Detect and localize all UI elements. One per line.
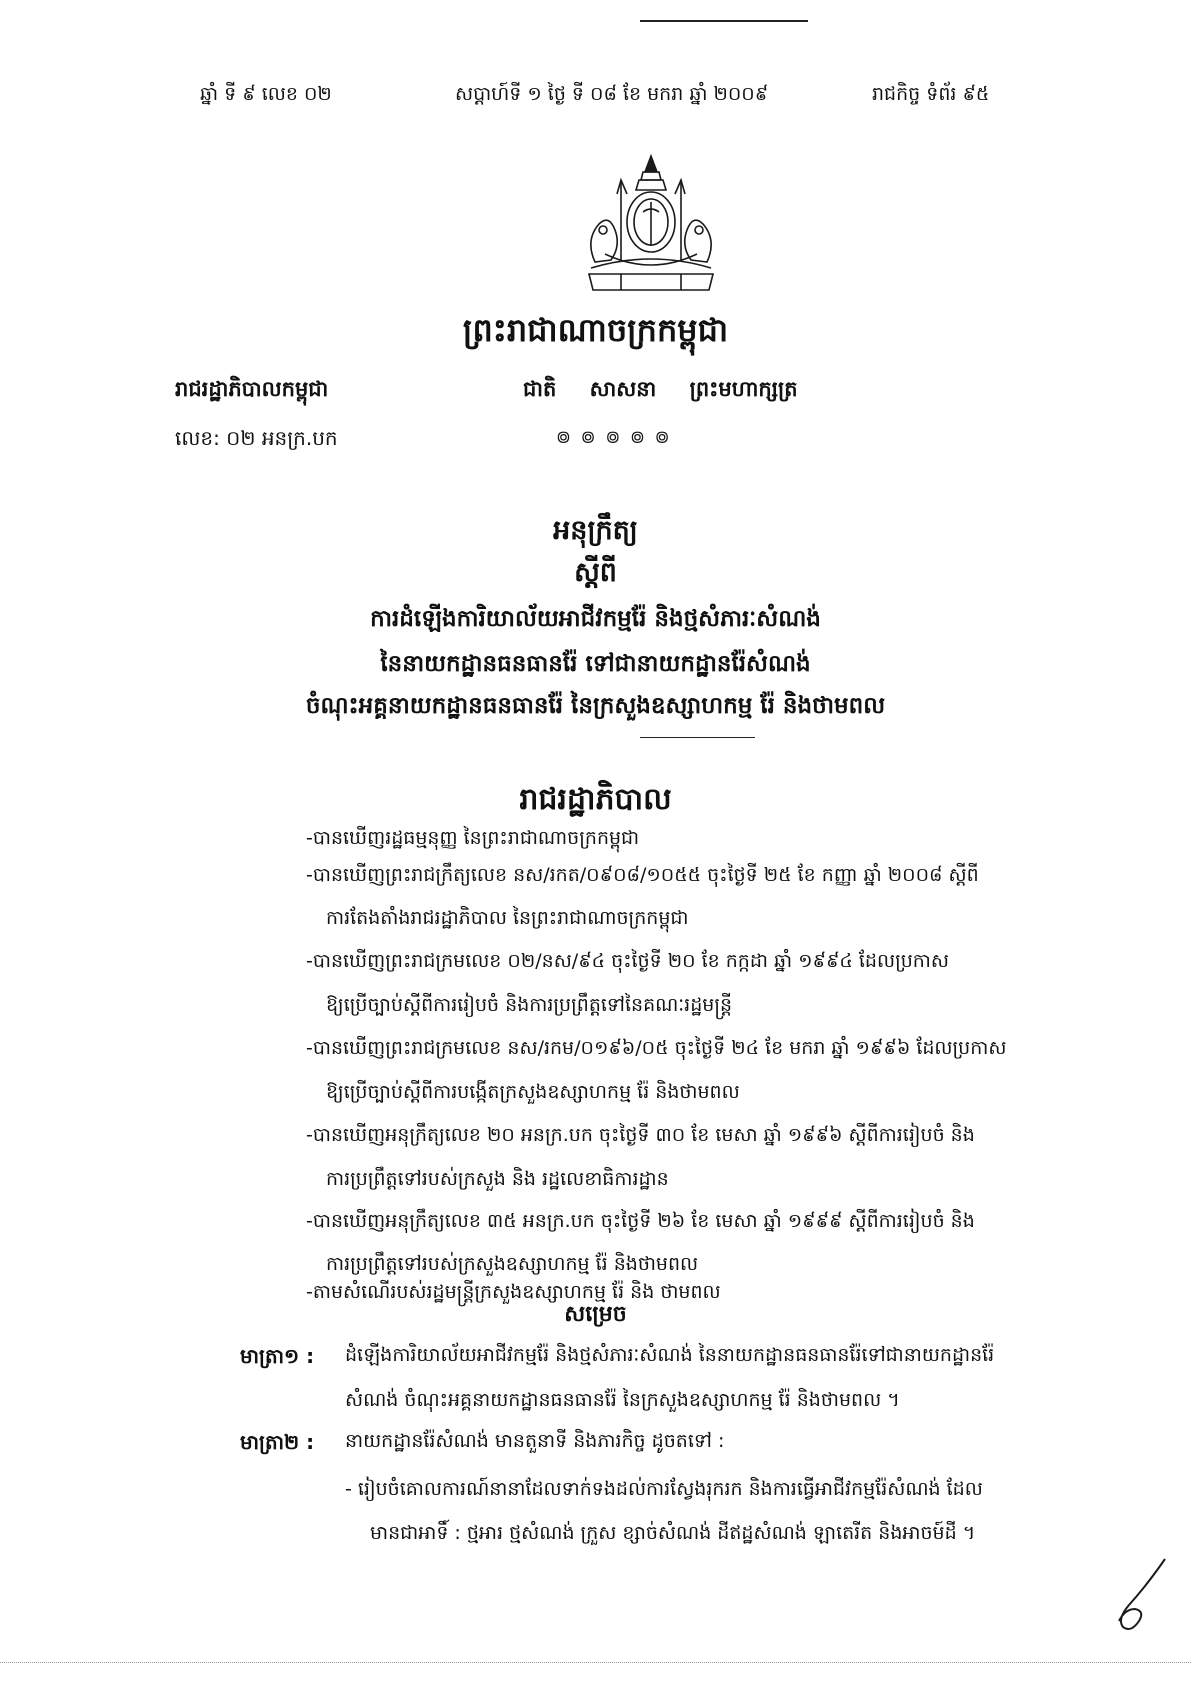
decides-heading: សម្រេច	[564, 1302, 627, 1327]
article-2-line: នាយកដ្ឋានរ៉ែសំណង់ មានតួនាទី និងភារកិច្ច ដូចតទៅ :	[345, 1430, 725, 1452]
gazette-date: សប្តាហ៍ទី ១ ថ្ងៃ ទី ០៨ ខែ មករា ឆ្នាំ ២០០៩	[455, 83, 769, 105]
preamble-line: ការប្រព្រឹត្តទៅរបស់ក្រសួងឧស្សាហកម្ម រ៉ែ និងថាមពល	[326, 1253, 699, 1275]
kingdom-name: ព្រះរាជាណាចក្រកម្ពុជា	[462, 311, 729, 349]
royal-coat-of-arms-icon	[565, 150, 737, 302]
government-heading: រាជរដ្ឋាភិបាល	[519, 782, 672, 817]
ornament-divider: ៙ ៙ ៙ ៙ ៙	[556, 427, 672, 448]
top-rule	[640, 20, 808, 22]
article-1-line: ដំឡើងការិយាល័យអាជីវកម្មរ៉ែ និងថ្មសំភារៈសំណង់ នៃនាយកដ្ឋានធនធានរ៉ែទៅជានាយកដ្ឋានរ៉ែ	[345, 1344, 995, 1366]
national-motto: ជាតិ សាសនា ព្រះមហាក្សត្រ	[523, 377, 798, 401]
article-2-line: មានជាអាទិ៍ : ថ្មអារ ថ្មសំណង់ ក្រួស ខ្សាច់សំណង់ ដីឥដ្ឋសំណង់ ឡាតេរីត និងអាចម៍ដី ។	[370, 1522, 976, 1544]
title-subject-line-3: ចំណុះអគ្គនាយកដ្ឋានធនធានរ៉ែ នៃក្រសួងឧស្សាហកម្ម រ៉ែ និងថាមពល	[305, 693, 886, 719]
preamble-line: -បានឃើញព្រះរាជក្រមលេខ នស/រកម/០១៩៦/០៥ ចុះថ្ងៃទី ២៤ ខែ មករា ឆ្នាំ ១៩៩៦ ដែលប្រកាស	[306, 1037, 1007, 1059]
preamble-line: -បានឃើញរដ្ឋធម្មនុញ្ញ នៃព្រះរាជាណាចក្រកម្ពុជា	[306, 827, 640, 849]
gazette-page: រាជកិច្ច ទំព័រ ៩៥	[872, 83, 990, 105]
article-2-line: - រៀបចំគោលការណ៍នានាដែលទាក់ទងដល់ការស្វែងរុករក និងការធ្វើអាជីវកម្មរ៉ែសំណង់ ដែល	[345, 1478, 983, 1500]
preamble-line: -បានឃើញព្រះរាជក្រមលេខ ០២/នស/៩៤ ចុះថ្ងៃទី ២០ ខែ កក្កដា ឆ្នាំ ១៩៩៤ ដែលប្រកាស	[306, 950, 949, 972]
preamble-line: ការតែងតាំងរាជរដ្ឋាភិបាល នៃព្រះរាជាណាចក្រកម្ពុជា	[326, 907, 689, 929]
preamble-line: -បានឃើញអនុក្រឹត្យលេខ ៣៥ អនក្រ.បក ចុះថ្ងៃទី ២៦ ខែ មេសា ឆ្នាំ ១៩៩៩ ស្តីពីការរៀបចំ និង	[306, 1210, 975, 1232]
document-type: អនុក្រឹត្យ	[553, 515, 638, 546]
article-2-label: មាត្រា២ :	[240, 1430, 315, 1454]
issuer-name: រាជរដ្ឋាភិបាលកម្ពុជា	[175, 377, 329, 401]
document-number: លេខ: ០២ អនក្រ.បក	[175, 426, 338, 450]
initials-signature-icon	[1095, 1555, 1175, 1635]
preamble-line: -បានឃើញព្រះរាជក្រឹត្យលេខ នស/រកត/០៩០៨/១០៥៥ ចុះថ្ងៃទី ២៥ ខែ កញ្ញា ឆ្នាំ ២០០៨ ស្តីពី	[306, 864, 979, 886]
gazette-year-issue: ឆ្នាំ ទី ៩ លេខ ០២	[200, 83, 332, 105]
article-1-line: សំណង់ ចំណុះអគ្គនាយកដ្ឋានធនធានរ៉ែ នៃក្រសួងឧស្សាហកម្ម រ៉ែ និងថាមពល ។	[345, 1389, 900, 1411]
preamble-line: -បានឃើញអនុក្រឹត្យលេខ ២០ អនក្រ.បក ចុះថ្ងៃទី ៣០ ខែ មេសា ឆ្នាំ ១៩៩៦ ស្តីពីការរៀបចំ និង	[306, 1124, 975, 1146]
article-1-label: មាត្រា១ :	[240, 1344, 315, 1368]
preamble-line: ការប្រព្រឹត្តទៅរបស់ក្រសួង និង រដ្ឋលេខាធិការដ្ឋាន	[326, 1168, 669, 1190]
title-subject-line-1: ការដំឡើងការិយាល័យអាជីវកម្មរ៉ែ និងថ្មសំភារៈសំណង់	[370, 606, 821, 632]
title-underline	[640, 737, 755, 738]
preamble-line: -តាមសំណើរបស់រដ្ឋមន្ត្រីក្រសួងឧស្សាហកម្ម រ៉ែ និង ថាមពល	[306, 1281, 721, 1303]
title-about: ស្តីពី	[574, 557, 617, 588]
preamble-line: ឱ្យប្រើច្បាប់ស្តីពីការរៀបចំ និងការប្រព្រឹត្តទៅនៃគណៈរដ្ឋមន្ត្រី	[326, 994, 733, 1016]
title-subject-line-2: នៃនាយកដ្ឋានធនធានរ៉ែ ទៅជានាយកដ្ឋានរ៉ែសំណង់	[380, 651, 811, 677]
preamble-line: ឱ្យប្រើច្បាប់ស្តីពីការបង្កើតក្រសួងឧស្សាហកម្ម រ៉ែ និងថាមពល	[326, 1081, 740, 1103]
scan-edge	[0, 1662, 1191, 1663]
